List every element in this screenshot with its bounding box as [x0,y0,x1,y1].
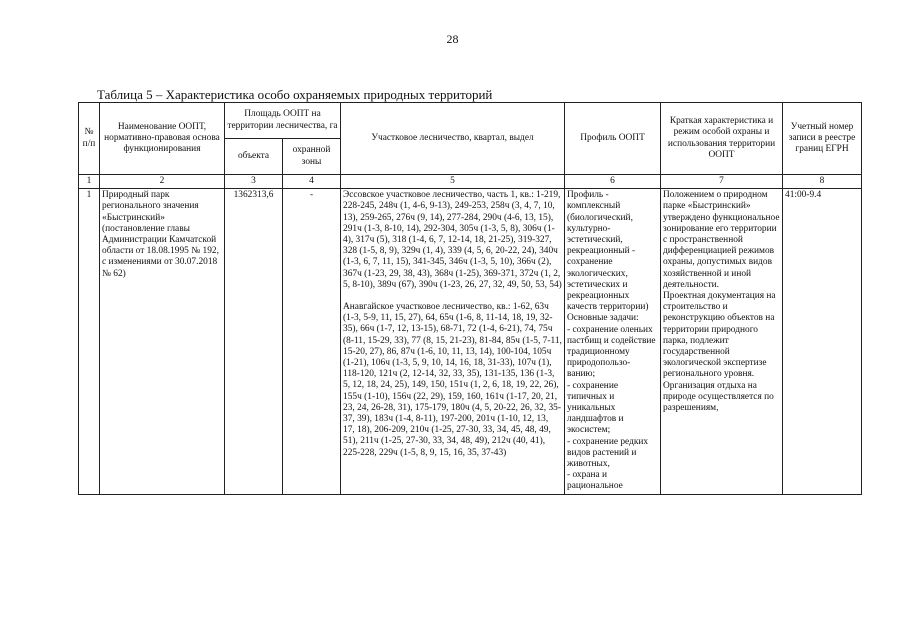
header-area-group: Площадь ООПТ на территории лесничества, га [225,103,341,139]
column-number: 2 [100,175,225,189]
row-number: 1 [79,189,100,494]
profile-text: Профиль - комплексный (биологический, культурно-эстетический, рекреационный - сохранение экологических, эстетических и рекреационных качеств территории) Основные задачи: - сохранение оленьих пастбищ и содействие традиционному природопользо-ванию; - сохранение типичных и уникальных ландшафтов и экосистем; - сохранение редких видов растений и животных, - охрана и рациональное [565,189,661,494]
forestry-essovskoe: Эссовское участковое лесничество, часть 1, кв.: 1-219, 228-245, 248ч (1, 4-6, 9-13), 249-253, 258ч (3, 4, 7, 10, 13), 259-265, 276ч (9, 14), 277-284, 290ч (4-6, 13, 15), 291ч (1-3, 8-10, 14), 292-304, 305ч (1-3, 5, 8), 306ч (1-4), 317ч (5), 318 (1-4, 6, 7, 12-14, 18, 21-25), 319-327, 328 (1-5, 8, 9), 329ч (1, 4), 339 (4, 5, 6, 20-22, 24), 340ч (1-3, 6, 7, 11, 15), 341-345, 346ч (1-3, 5, 10), 366ч (2), 367ч (1-23, 29, 38, 43), 368ч (1-25), 369-371, 372ч (1, 2, 5, 8-10), 389ч (67), 390ч (1-23, 26, 27, 32, 49, 50, 53, 54) [343,190,562,290]
column-number: 1 [79,175,100,189]
egrn-number: 41:00-9.4 [783,189,862,494]
area-object-value: 1362313,6 [225,189,283,494]
column-number: 4 [283,175,341,189]
column-number: 5 [341,175,565,189]
column-number: 6 [565,175,661,189]
oopt-table [78,102,862,495]
header-regime: Краткая характеристика и режим особой охраны и использования территории ООПТ [661,103,783,175]
header-num: № п/п [79,103,100,175]
header-profile: Профиль ООПТ [565,103,661,175]
column-number: 7 [661,175,783,189]
regime-text: Положением о природном парке «Быстринский» утверждено функциональное зонирование его территории с пространственной дифференциацией режимов охраны, допустимых видов хозяйственной и иной деятельности. Проектная документация на строительство и реконструкцию объектов на территории природного парка, подлежит государственной экологической экспертизе регионального уровня. Организация отдыха на природе осуществляется по разрешениям, [661,189,783,494]
header-forestry: Участковое лесничество, квартал, выдел [341,103,565,175]
paragraph-gap [343,291,562,302]
column-number-row [79,175,862,189]
header-name: Наименование ООПТ, нормативно-правовая основа функционирования [100,103,225,175]
forestry-cell [341,189,565,494]
header-area-object: объекта [225,139,283,175]
table-row [79,189,862,494]
table-title: Таблица 5 – Характеристика особо охраняемых природных территорий [97,87,493,102]
page-number: 28 [446,32,459,46]
area-buffer-value: - [283,189,341,494]
column-number: 8 [783,175,862,189]
header-area-buffer: охранной зоны [283,139,341,175]
oopt-name: Природный парк регионального значения «Быстринский» (постановление главы Администрации Камчатской области от 18.08.1995 № 192, с изменениями от 30.07.2018 № 62) [100,189,225,494]
forestry-anavgayskoe: Анавгайское участковое лесничество, кв.: 1-62, 63ч (1-3, 5-9, 11, 15, 27), 64, 65ч (1-6, 8, 11-14, 18, 19, 32-35), 66ч (1-7, 12, 13-15), 68-71, 72 (1-4, 6-21), 74, 75ч (8-11, 15-29, 33), 77 (8, 15, 21-23), 81-84, 85ч (1-5, 7-11, 15-20, 27), 86, 87ч (1-6, 10, 11, 13, 14), 100-104, 105ч (1-21), 106ч (1-3, 5, 9, 10, 14, 16, 18, 31-33), 107ч (1), 118-120, 121ч (2, 12-14, 32, 33, 35), 131-135, 136 (1-3, 5, 12, 18, 24, 25), 149, 150, 151ч (1, 2, 6, 18, 19, 22, 26), 155ч (1-10), 156ч (22, 29), 159, 160, 161ч (1-17, 20, 21, 23, 24, 26-28, 31), 175-179, 180ч (4, 5, 20-22, 26, 32, 35-37, 39), 183ч (1-4, 8-11), 197-200, 201ч (1-10, 12, 13, 17, 18), 206-209, 210ч (1-25, 27-30, 33, 34, 45, 48, 49, 51), 211ч (1-25, 27-30, 33, 34, 48, 49), 212ч (40, 41), 225-228, 229ч (1-5, 8, 9, 15, 16, 35, 37-43) [343,302,562,458]
header-egrn: Учетный номер записи в реестре границ ЕГРН [783,103,862,175]
column-number: 3 [225,175,283,189]
